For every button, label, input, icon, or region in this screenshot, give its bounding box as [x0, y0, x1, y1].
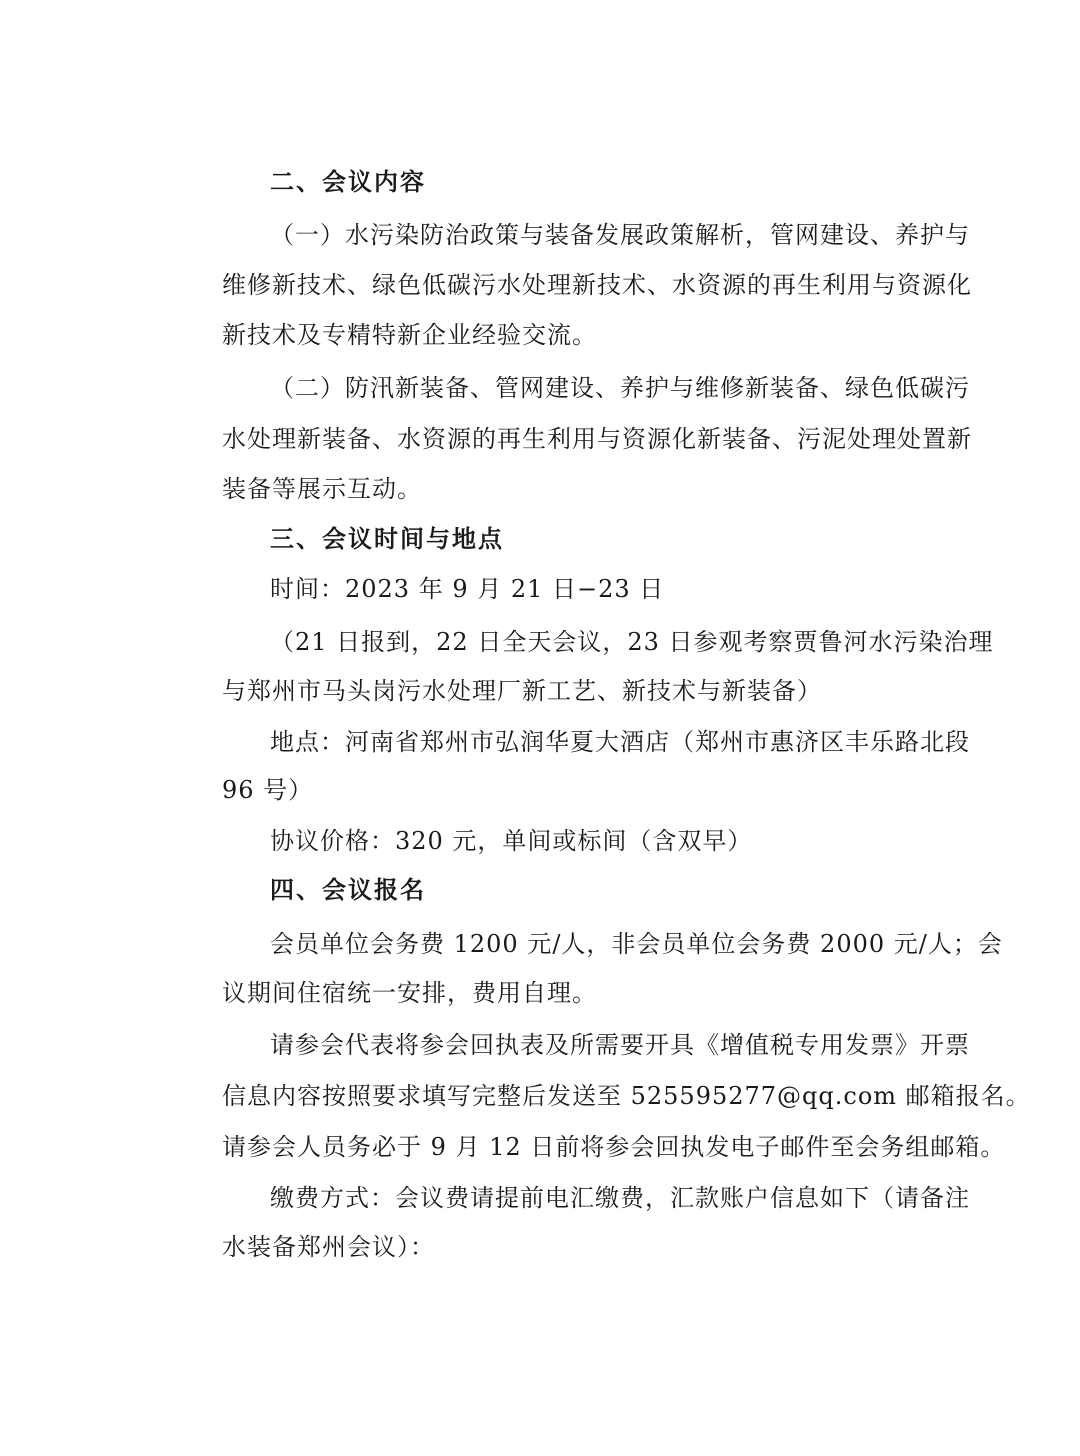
hotel-price: 协议价格：320 元，单间或标间（含双早） [270, 827, 753, 855]
content-item1-line3: 新技术及专精特新企业经验交流。 [222, 321, 597, 349]
location-line1: 地点：河南省郑州市弘润华夏大酒店（郑州市惠济区丰乐路北段 [270, 728, 970, 756]
section-heading-meeting-content: 二、会议内容 [270, 167, 426, 196]
schedule-line1: （21 日报到，22 日全天会议，23 日参观考察贾鲁河水污染治理 [270, 628, 994, 656]
payment-line2: 水装备郑州会议）： [222, 1233, 435, 1261]
section-heading-registration: 四、会议报名 [270, 875, 426, 904]
fee-line2: 议期间住宿统一安排，费用自理。 [222, 979, 597, 1007]
location-line2: 96 号） [222, 776, 314, 804]
register-line1: 请参会代表将参会回执表及所需要开具《增值税专用发票》开票 [270, 1031, 970, 1059]
meeting-time: 时间：2023 年 9 月 21 日−23 日 [270, 575, 665, 603]
content-item1-line2: 维修新技术、绿色低碳污水处理新技术、水资源的再生利用与资源化 [222, 271, 972, 299]
schedule-line2: 与郑州市马头岗污水处理厂新工艺、新技术与新装备） [222, 677, 822, 705]
fee-line1: 会员单位会务费 1200 元/人，非会员单位会务费 2000 元/人；会 [270, 930, 1003, 958]
section-heading-time-location: 三、会议时间与地点 [270, 524, 504, 553]
content-item2-line2: 水处理新装备、水资源的再生利用与资源化新装备、污泥处理处置新 [222, 425, 972, 453]
content-item2-line1: （二）防汛新装备、管网建设、养护与维修新装备、绿色低碳污 [270, 374, 970, 402]
content-item2-line3: 装备等展示互动。 [222, 475, 422, 503]
content-item1-line1: （一）水污染防治政策与装备发展政策解析，管网建设、养护与 [270, 221, 970, 249]
payment-line1: 缴费方式：会议费请提前电汇缴费，汇款账户信息如下（请备注 [270, 1184, 970, 1212]
register-line2: 信息内容按照要求填写完整后发送至 525595277@qq.com 邮箱报名。 [222, 1082, 1031, 1110]
register-line3: 请参会人员务必于 9 月 12 日前将参会回执发电子邮件至会务组邮箱。 [222, 1133, 1006, 1161]
